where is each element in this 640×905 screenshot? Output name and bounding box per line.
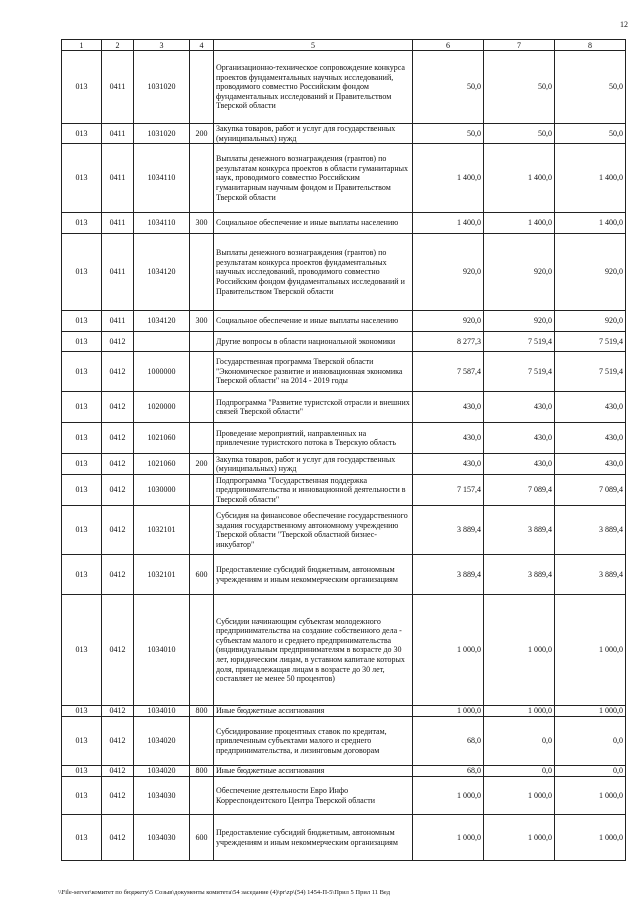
row-code-target: 1034110 bbox=[134, 144, 190, 213]
row-code-expense-type: 300 bbox=[190, 213, 214, 234]
row-amount-col7: 7 089,4 bbox=[484, 475, 555, 506]
row-amount-col7: 430,0 bbox=[484, 392, 555, 423]
row-code-expense-type bbox=[190, 595, 214, 706]
row-code-admin: 013 bbox=[62, 234, 102, 311]
row-description: Выплаты денежного вознаграждения (грантов) по результатам конкурса проектов фундаментальных научных исследований, проводимого совместно Российским фондом фундаментальных исследований и Правительством Тверской области bbox=[214, 234, 413, 311]
row-code-admin: 013 bbox=[62, 332, 102, 352]
row-code-section: 0411 bbox=[102, 213, 134, 234]
row-amount-col8: 1 400,0 bbox=[555, 213, 626, 234]
row-amount-col8: 50,0 bbox=[555, 51, 626, 124]
row-amount-col7: 430,0 bbox=[484, 454, 555, 475]
row-code-admin: 013 bbox=[62, 717, 102, 766]
row-code-target: 1032101 bbox=[134, 555, 190, 595]
row-code-expense-type bbox=[190, 51, 214, 124]
row-code-section: 0412 bbox=[102, 475, 134, 506]
table-row bbox=[62, 423, 626, 454]
row-code-target: 1031020 bbox=[134, 124, 190, 144]
row-code-target: 1034020 bbox=[134, 717, 190, 766]
row-description: Субсидия на финансовое обеспечение государственного задания государственному автономному учреждению Тверской области "Тверской областной бизнес-инкубатор" bbox=[214, 506, 413, 555]
row-description: Обеспечение деятельности Евро Инфо Корреспондентского Центра Тверской области bbox=[214, 777, 413, 815]
row-amount-col6: 68,0 bbox=[413, 717, 484, 766]
table-row bbox=[62, 332, 626, 352]
table-row bbox=[62, 815, 626, 861]
table-row bbox=[62, 777, 626, 815]
row-code-section: 0412 bbox=[102, 766, 134, 777]
table-body bbox=[62, 51, 626, 861]
row-amount-col8: 7 519,4 bbox=[555, 332, 626, 352]
column-header: 5 bbox=[214, 40, 413, 51]
row-code-section: 0412 bbox=[102, 392, 134, 423]
row-description: Проведение мероприятий, направленных на привлечение туристского потока в Тверскую область bbox=[214, 423, 413, 454]
row-amount-col7: 430,0 bbox=[484, 423, 555, 454]
row-code-target: 1034020 bbox=[134, 766, 190, 777]
row-code-admin: 013 bbox=[62, 352, 102, 392]
row-description: Иные бюджетные ассигнования bbox=[214, 706, 413, 717]
column-header: 2 bbox=[102, 40, 134, 51]
row-amount-col6: 1 000,0 bbox=[413, 706, 484, 717]
row-code-target: 1034110 bbox=[134, 213, 190, 234]
row-code-admin: 013 bbox=[62, 423, 102, 454]
row-code-admin: 013 bbox=[62, 213, 102, 234]
row-code-expense-type bbox=[190, 717, 214, 766]
budget-table bbox=[61, 39, 626, 861]
row-code-target: 1000000 bbox=[134, 352, 190, 392]
row-code-section: 0412 bbox=[102, 777, 134, 815]
row-amount-col6: 1 400,0 bbox=[413, 144, 484, 213]
row-code-section: 0412 bbox=[102, 352, 134, 392]
row-amount-col7: 920,0 bbox=[484, 311, 555, 332]
row-amount-col8: 1 000,0 bbox=[555, 706, 626, 717]
row-description: Другие вопросы в области национальной экономики bbox=[214, 332, 413, 352]
row-description: Закупка товаров, работ и услуг для государственных (муниципальных) нужд bbox=[214, 454, 413, 475]
row-code-section: 0412 bbox=[102, 706, 134, 717]
column-header: 6 bbox=[413, 40, 484, 51]
row-amount-col6: 50,0 bbox=[413, 124, 484, 144]
row-code-target: 1034010 bbox=[134, 706, 190, 717]
header-row bbox=[62, 40, 626, 51]
row-description: Субсидирование процентных ставок по кредитам, привлеченным субъектами малого и среднего предпринимательства, и лизинговым договорам bbox=[214, 717, 413, 766]
table-row bbox=[62, 766, 626, 777]
row-code-section: 0411 bbox=[102, 124, 134, 144]
row-code-expense-type: 300 bbox=[190, 311, 214, 332]
row-description: Социальное обеспечение и иные выплаты населению bbox=[214, 311, 413, 332]
row-code-target: 1034010 bbox=[134, 595, 190, 706]
row-code-admin: 013 bbox=[62, 595, 102, 706]
row-amount-col7: 920,0 bbox=[484, 234, 555, 311]
row-amount-col8: 1 000,0 bbox=[555, 777, 626, 815]
column-header: 3 bbox=[134, 40, 190, 51]
row-amount-col6: 50,0 bbox=[413, 51, 484, 124]
table-row bbox=[62, 595, 626, 706]
row-amount-col8: 1 000,0 bbox=[555, 815, 626, 861]
row-code-expense-type bbox=[190, 392, 214, 423]
table-row bbox=[62, 555, 626, 595]
row-code-section: 0411 bbox=[102, 144, 134, 213]
row-code-section: 0412 bbox=[102, 595, 134, 706]
row-code-section: 0411 bbox=[102, 234, 134, 311]
column-header: 1 bbox=[62, 40, 102, 51]
row-amount-col8: 430,0 bbox=[555, 392, 626, 423]
row-amount-col6: 920,0 bbox=[413, 311, 484, 332]
row-amount-col7: 1 000,0 bbox=[484, 706, 555, 717]
row-code-expense-type bbox=[190, 144, 214, 213]
row-amount-col7: 50,0 bbox=[484, 124, 555, 144]
row-amount-col8: 430,0 bbox=[555, 454, 626, 475]
row-amount-col6: 920,0 bbox=[413, 234, 484, 311]
row-amount-col7: 0,0 bbox=[484, 766, 555, 777]
row-code-admin: 013 bbox=[62, 124, 102, 144]
row-amount-col8: 7 519,4 bbox=[555, 352, 626, 392]
row-amount-col6: 8 277,3 bbox=[413, 332, 484, 352]
row-code-expense-type: 800 bbox=[190, 706, 214, 717]
row-code-section: 0412 bbox=[102, 332, 134, 352]
row-code-admin: 013 bbox=[62, 506, 102, 555]
row-code-admin: 013 bbox=[62, 144, 102, 213]
row-amount-col6: 1 400,0 bbox=[413, 213, 484, 234]
row-code-section: 0411 bbox=[102, 311, 134, 332]
row-description: Подпрограмма "Развитие туристской отрасли и внешних связей Тверской области" bbox=[214, 392, 413, 423]
row-amount-col7: 0,0 bbox=[484, 717, 555, 766]
row-code-expense-type bbox=[190, 777, 214, 815]
row-code-target: 1034120 bbox=[134, 311, 190, 332]
row-code-expense-type bbox=[190, 352, 214, 392]
table-row bbox=[62, 475, 626, 506]
row-code-target: 1031020 bbox=[134, 51, 190, 124]
row-code-admin: 013 bbox=[62, 392, 102, 423]
row-amount-col6: 1 000,0 bbox=[413, 595, 484, 706]
row-description: Выплаты денежного вознаграждения (грантов) по результатам конкурса проектов в области гуманитарных наук, проводимого совместно Российским гуманитарным научным фондом и Правительством Тверской области bbox=[214, 144, 413, 213]
row-amount-col8: 0,0 bbox=[555, 766, 626, 777]
row-code-section: 0411 bbox=[102, 51, 134, 124]
row-amount-col6: 7 157,4 bbox=[413, 475, 484, 506]
row-code-section: 0412 bbox=[102, 506, 134, 555]
row-code-expense-type: 200 bbox=[190, 124, 214, 144]
row-code-admin: 013 bbox=[62, 766, 102, 777]
row-amount-col6: 430,0 bbox=[413, 392, 484, 423]
row-amount-col6: 3 889,4 bbox=[413, 555, 484, 595]
row-amount-col6: 7 587,4 bbox=[413, 352, 484, 392]
row-amount-col8: 430,0 bbox=[555, 423, 626, 454]
row-code-admin: 013 bbox=[62, 454, 102, 475]
table-row bbox=[62, 706, 626, 717]
row-amount-col8: 920,0 bbox=[555, 311, 626, 332]
row-code-target: 1021060 bbox=[134, 423, 190, 454]
row-amount-col8: 7 089,4 bbox=[555, 475, 626, 506]
row-code-admin: 013 bbox=[62, 777, 102, 815]
row-code-target: 1034120 bbox=[134, 234, 190, 311]
row-amount-col7: 7 519,4 bbox=[484, 332, 555, 352]
row-code-expense-type: 600 bbox=[190, 555, 214, 595]
row-code-expense-type: 800 bbox=[190, 766, 214, 777]
column-header: 8 bbox=[555, 40, 626, 51]
row-amount-col8: 50,0 bbox=[555, 124, 626, 144]
row-code-target: 1034030 bbox=[134, 815, 190, 861]
row-description: Организационно-техническое сопровождение конкурса проектов фундаментальных научных исследований, проводимого совместно Российским фондом фундаментальных исследований и Правительством Тверской области bbox=[214, 51, 413, 124]
row-code-admin: 013 bbox=[62, 51, 102, 124]
row-amount-col7: 7 519,4 bbox=[484, 352, 555, 392]
row-amount-col7: 1 000,0 bbox=[484, 777, 555, 815]
row-description: Подпрограмма "Государственная поддержка предпринимательства и инновационной деятельности в Тверской области" bbox=[214, 475, 413, 506]
row-code-target: 1034030 bbox=[134, 777, 190, 815]
footer-file-path: \\File-server\комитет по бюджету\5 Созыв\документы комитета\54 заседание (4)\pr\zp\(54) 1454-П-5\Прил 5 Прил 11 Вед bbox=[58, 889, 391, 896]
column-header: 4 bbox=[190, 40, 214, 51]
row-description: Закупка товаров, работ и услуг для государственных (муниципальных) нужд bbox=[214, 124, 413, 144]
row-description: Социальное обеспечение и иные выплаты населению bbox=[214, 213, 413, 234]
row-code-section: 0412 bbox=[102, 717, 134, 766]
row-description: Предоставление субсидий бюджетным, автономным учреждениям и иным некоммерческим организациям bbox=[214, 555, 413, 595]
row-code-expense-type bbox=[190, 332, 214, 352]
row-code-section: 0412 bbox=[102, 423, 134, 454]
row-code-admin: 013 bbox=[62, 815, 102, 861]
row-code-expense-type bbox=[190, 234, 214, 311]
row-amount-col8: 1 400,0 bbox=[555, 144, 626, 213]
table-row bbox=[62, 51, 626, 124]
table-row bbox=[62, 124, 626, 144]
row-code-target bbox=[134, 332, 190, 352]
table-row bbox=[62, 213, 626, 234]
row-amount-col8: 0,0 bbox=[555, 717, 626, 766]
row-code-expense-type bbox=[190, 423, 214, 454]
row-code-admin: 013 bbox=[62, 555, 102, 595]
row-code-expense-type bbox=[190, 506, 214, 555]
row-amount-col6: 1 000,0 bbox=[413, 815, 484, 861]
column-header: 7 bbox=[484, 40, 555, 51]
row-amount-col6: 430,0 bbox=[413, 423, 484, 454]
row-description: Предоставление субсидий бюджетным, автономным учреждениям и иным некоммерческим организациям bbox=[214, 815, 413, 861]
row-amount-col8: 3 889,4 bbox=[555, 555, 626, 595]
row-code-section: 0412 bbox=[102, 815, 134, 861]
row-code-admin: 013 bbox=[62, 475, 102, 506]
row-description: Субсидии начинающим субъектам молодежного предпринимательства на создание собственного дела - субъектам малого и среднего предпринимательства (индивидуальным предпринимателям в возрасте до 30 лет, юридическим лицам, в уставном капитале которых доля, принадлежащая лицам в возрасте до 30 лет, составляет не менее 50 процентов) bbox=[214, 595, 413, 706]
row-amount-col8: 1 000,0 bbox=[555, 595, 626, 706]
table-row bbox=[62, 392, 626, 423]
table-row bbox=[62, 234, 626, 311]
row-amount-col6: 430,0 bbox=[413, 454, 484, 475]
table-row bbox=[62, 352, 626, 392]
row-amount-col7: 3 889,4 bbox=[484, 555, 555, 595]
row-description: Иные бюджетные ассигнования bbox=[214, 766, 413, 777]
row-amount-col7: 1 000,0 bbox=[484, 595, 555, 706]
row-amount-col6: 3 889,4 bbox=[413, 506, 484, 555]
row-code-section: 0412 bbox=[102, 454, 134, 475]
row-amount-col8: 3 889,4 bbox=[555, 506, 626, 555]
row-amount-col7: 50,0 bbox=[484, 51, 555, 124]
row-amount-col6: 68,0 bbox=[413, 766, 484, 777]
row-code-admin: 013 bbox=[62, 311, 102, 332]
table-row bbox=[62, 454, 626, 475]
row-code-target: 1030000 bbox=[134, 475, 190, 506]
row-code-section: 0412 bbox=[102, 555, 134, 595]
row-amount-col7: 1 400,0 bbox=[484, 144, 555, 213]
row-code-expense-type: 600 bbox=[190, 815, 214, 861]
table-row bbox=[62, 144, 626, 213]
table-row bbox=[62, 717, 626, 766]
table-row bbox=[62, 311, 626, 332]
row-code-target: 1021060 bbox=[134, 454, 190, 475]
row-amount-col8: 920,0 bbox=[555, 234, 626, 311]
row-amount-col6: 1 000,0 bbox=[413, 777, 484, 815]
row-code-target: 1032101 bbox=[134, 506, 190, 555]
row-code-target: 1020000 bbox=[134, 392, 190, 423]
row-amount-col7: 1 400,0 bbox=[484, 213, 555, 234]
row-code-expense-type: 200 bbox=[190, 454, 214, 475]
page-number: 12 bbox=[620, 20, 628, 29]
row-code-admin: 013 bbox=[62, 706, 102, 717]
table-row bbox=[62, 506, 626, 555]
row-amount-col7: 1 000,0 bbox=[484, 815, 555, 861]
row-description: Государственная программа Тверской области "Экономическое развитие и инновационная экономика Тверской области" на 2014 - 2019 годы bbox=[214, 352, 413, 392]
row-code-expense-type bbox=[190, 475, 214, 506]
row-amount-col7: 3 889,4 bbox=[484, 506, 555, 555]
